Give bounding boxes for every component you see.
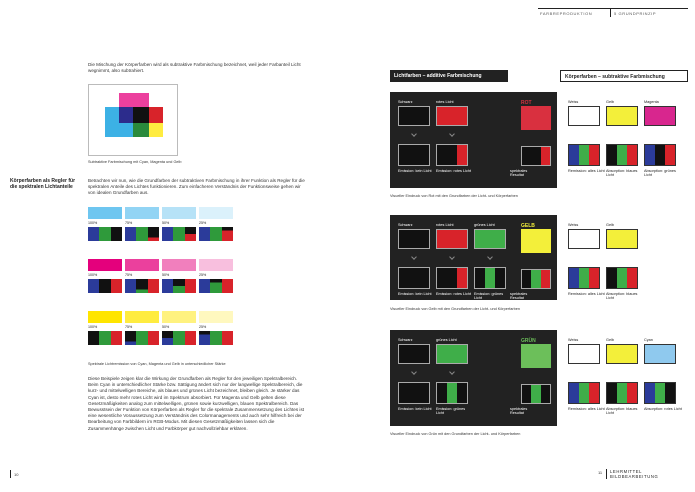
- percent-label: 100%: [88, 325, 98, 329]
- intro-text: Die Mischung der Körperfarben wird als subtraktive Farbmischung bezeichnet, weil jeder Farbanteil Licht wegnimmt, also subtrahiert.: [88, 62, 301, 74]
- tab-additive: [390, 70, 508, 82]
- stripe: [627, 383, 637, 403]
- spectrum-stripe: [148, 331, 159, 345]
- stripe: [495, 268, 505, 288]
- yellow-tint-swatch: [125, 311, 159, 323]
- yellow-tint-swatch: [162, 311, 196, 323]
- spectrum-stripe: [136, 279, 147, 293]
- panel-caption: Visueller Eindruck von Gelb mit den Grundfarben der Licht- und Körperfarben: [390, 307, 520, 311]
- stripe: [447, 145, 457, 165]
- yellow-spectrum-bar: [125, 331, 159, 345]
- body1-label: Weiss: [568, 223, 579, 227]
- percent-label: 25%: [199, 273, 207, 277]
- stripe: [579, 268, 589, 288]
- yellow-tint-swatch: [199, 311, 233, 323]
- spectrum-stripe: [222, 279, 233, 293]
- cyan-spectrum-bar: [162, 227, 196, 241]
- stripe: [589, 268, 599, 288]
- remission-stripes: [644, 144, 676, 166]
- spectrum-stripe: [162, 331, 173, 345]
- spectrum-stripe: [173, 331, 184, 345]
- para3-text: Diese Beispiele zeigen klar die Wirkung der Grundfarben als Regler für den jeweiligen Spektralbereich. Beim Cyan in unterschiedlicher Stärke bzw. Sättigung ändert sich nur der langwellige Spektralbereich, die kurz- und mittelwelligen Bereiche, als blaues und grünes Licht bezeichnet, bleiben gleich. Je stärker das Cyan ist, desto mehr rotes Licht wird im Spektrum absorbiert. Für Magenta und Gelb gelten diese Gesetzmäßigkeiten analog zum mittelwelligen, grünen sowie kurzwelligen, blauen Spektralbereich. Das Bewusstsein der Funktion von Körperfarben als Regler für die spektrale Zusammensetzung des Lichtes ist eine wesentliche Voraussetzung zum Verständnis des Colormanagements und auch sehr hilfreich bei der Bearbeitung von Farbbildern im RGB-Modus. Mit diesen Gesetzmäßigkeiten lassen sich die Zusammenhänge zwischen Licht und Farbkörper gut nachvollziehbar erklären.: [88, 376, 305, 431]
- body2-swatch: [606, 106, 638, 126]
- result-name: ROT: [521, 100, 532, 106]
- emission-stripes: [436, 144, 468, 166]
- body2-swatch: [606, 344, 638, 364]
- result-swatch: [521, 229, 551, 253]
- body1-swatch: [568, 229, 600, 249]
- magenta-spectrum-bar: [199, 279, 233, 293]
- stripe: [419, 383, 429, 403]
- remission-label: Absorption: blaues Licht: [606, 407, 638, 416]
- stripe: [617, 383, 627, 403]
- emission-label: Emission: kein Licht: [398, 169, 432, 173]
- page-number-left: 10: [14, 472, 19, 477]
- black-overlap: [133, 107, 149, 123]
- body3-swatch: [644, 344, 676, 364]
- emission-label: Emission: grünes Licht: [436, 407, 466, 416]
- stripe: [437, 383, 447, 403]
- spectrum-stripe: [173, 227, 184, 241]
- remission-stripes: [644, 382, 676, 404]
- remission-label: Absorption: grünes Licht: [644, 169, 676, 178]
- yellow-spectrum-bar: [88, 331, 122, 345]
- percent-label: 25%: [199, 221, 207, 225]
- stripe: [627, 268, 637, 288]
- magenta-tint-swatch: [162, 259, 196, 271]
- spectrum-stripe: [125, 227, 136, 241]
- stripe: [645, 383, 655, 403]
- red-overlap: [149, 107, 163, 123]
- stripe: [399, 268, 409, 288]
- remission-stripes: [606, 144, 638, 166]
- body2-swatch: [606, 229, 638, 249]
- remission-stripes: [568, 382, 600, 404]
- body3-label: Magenta: [644, 100, 659, 104]
- yellow-spectrum-bar: [199, 331, 233, 345]
- light1-label: Schwarz: [398, 100, 413, 104]
- percent-label: 50%: [162, 325, 170, 329]
- yellow-tint-swatch: [88, 311, 122, 323]
- percent-label: 25%: [199, 325, 207, 329]
- light1-label: Schwarz: [398, 223, 413, 227]
- footer-subtitle: BILDBEARBEITUNG: [610, 474, 659, 479]
- stripe: [485, 268, 495, 288]
- fig1-caption: Subtraktive Farbmischung mit Cyan, Magenta und Gelb: [88, 160, 182, 164]
- remission-label: Absorption: blaues Licht: [606, 292, 638, 301]
- remission-stripes: [606, 382, 638, 404]
- body1-swatch: [568, 106, 600, 126]
- stripe: [399, 145, 409, 165]
- tab-subtractive: [560, 70, 688, 82]
- result-stripes: [521, 384, 551, 404]
- stripe: [531, 270, 540, 288]
- body2-label: Gelb: [606, 100, 615, 104]
- stripe: [541, 385, 550, 403]
- tab-subtractive-label: Körperfarben – subtraktive Farbmischung: [565, 74, 665, 80]
- spectrum-stripe: [99, 331, 110, 345]
- magenta-tint-swatch: [125, 259, 159, 271]
- stripe: [541, 270, 550, 288]
- stripe: [569, 383, 579, 403]
- spectrum-stripe: [136, 227, 147, 241]
- stripe: [457, 145, 467, 165]
- body3-label: Cyan: [644, 338, 653, 342]
- stripe: [655, 383, 665, 403]
- stripe: [627, 145, 637, 165]
- spectrum-stripe: [222, 227, 233, 241]
- body3-swatch: [644, 106, 676, 126]
- light2-swatch: [436, 344, 468, 364]
- stripe: [419, 268, 429, 288]
- result-stripes: [521, 146, 551, 166]
- light3-label: grünes Licht: [474, 223, 495, 227]
- result-name: GELB: [521, 223, 535, 229]
- spectrum-stripe: [99, 279, 110, 293]
- stripe: [665, 383, 675, 403]
- spectrum-stripe: [185, 331, 196, 345]
- stripe: [409, 383, 419, 403]
- remission-label: Remission: alles Licht: [568, 292, 605, 296]
- spectrum-stripe: [162, 279, 173, 293]
- stripe: [457, 268, 467, 288]
- header-section-left: FARBREPRODUKTION: [540, 11, 593, 16]
- stripe: [531, 385, 540, 403]
- stripe: [409, 268, 419, 288]
- stripe: [607, 145, 617, 165]
- stripe: [579, 145, 589, 165]
- light2-label: grünes Licht: [436, 338, 457, 342]
- spectrum-stripe: [88, 331, 99, 345]
- side-heading: Körperfarben als Regler für die spektralen Lichtanteile: [10, 178, 76, 191]
- light1-swatch: [398, 106, 430, 126]
- light2-label: rotes Licht: [436, 223, 454, 227]
- footer-left-rule: [10, 470, 11, 478]
- light1-label: Schwarz: [398, 338, 413, 342]
- light2-swatch: [436, 229, 468, 249]
- tab-additive-label: Lichtfarben – additive Farbmischung: [394, 73, 482, 79]
- spectrum-stripe: [111, 279, 122, 293]
- stripe: [457, 383, 467, 403]
- emission-stripes: [474, 267, 506, 289]
- percent-label: 75%: [125, 325, 133, 329]
- footer-right-rule: [606, 469, 607, 479]
- stripe: [419, 145, 429, 165]
- spectrum-stripe: [111, 331, 122, 345]
- remission-label: Absorption: rotes Licht: [644, 407, 682, 411]
- stripe: [522, 385, 531, 403]
- magenta-spectrum-bar: [125, 279, 159, 293]
- stripe: [655, 145, 665, 165]
- spectrum-stripe: [210, 331, 221, 345]
- stripe: [665, 145, 675, 165]
- emission-stripes: [398, 267, 430, 289]
- cyan-spectrum-bar: [125, 227, 159, 241]
- spectrum-stripe: [210, 279, 221, 293]
- stripe: [589, 145, 599, 165]
- result-name: GRÜN: [521, 338, 536, 344]
- spectrum-stripe: [88, 227, 99, 241]
- percent-label: 50%: [162, 273, 170, 277]
- spectrum-stripe: [136, 331, 147, 345]
- cyan-tint-swatch: [199, 207, 233, 219]
- magenta-tint-swatch: [88, 259, 122, 271]
- light1-swatch: [398, 229, 430, 249]
- remission-stripes: [606, 267, 638, 289]
- stripe: [589, 383, 599, 403]
- result-swatch: [521, 106, 551, 130]
- spectrum-stripe: [148, 227, 159, 241]
- spectrum-stripe: [199, 279, 210, 293]
- magenta-spectrum-bar: [162, 279, 196, 293]
- percent-label: 100%: [88, 221, 98, 225]
- cyan-spectrum-bar: [88, 227, 122, 241]
- percent-label: 50%: [162, 221, 170, 225]
- emission-stripes: [398, 382, 430, 404]
- result-label: spektrales Resultat: [510, 407, 528, 416]
- panel-caption: Visueller Eindruck von Rot mit den Grundfarben der Licht- und Körperfarben: [390, 194, 518, 198]
- page-number-right: 11: [598, 470, 603, 475]
- percent-label: 75%: [125, 273, 133, 277]
- result-swatch: [521, 344, 551, 368]
- emission-stripes: [398, 144, 430, 166]
- fig2-caption: Spektrale Lichtremission von Cyan, Magenta und Gelb in unterschiedlicher Stärke: [88, 362, 226, 366]
- cyan-tint-swatch: [88, 207, 122, 219]
- stripe: [645, 145, 655, 165]
- cyan-tint-swatch: [162, 207, 196, 219]
- emission-label: Emission: rotes Licht: [436, 292, 472, 296]
- body2-label: Gelb: [606, 223, 615, 227]
- stripe: [522, 270, 531, 288]
- remission-label: Absorption: blaues Licht: [606, 169, 638, 178]
- spectrum-stripe: [185, 279, 196, 293]
- spectrum-stripe: [162, 227, 173, 241]
- spectrum-stripe: [88, 279, 99, 293]
- green-overlap: [133, 123, 149, 137]
- body1-label: Weiss: [568, 338, 579, 342]
- spectrum-stripe: [222, 331, 233, 345]
- stripe: [437, 145, 447, 165]
- body2-label: Gelb: [606, 338, 615, 342]
- header-section-right: 5 GRUNDPRINZIP: [614, 11, 657, 16]
- cyan-tint-swatch: [125, 207, 159, 219]
- subtractive-figure: [88, 84, 178, 156]
- stripe: [569, 145, 579, 165]
- panel-caption: Visueller Eindruck von Grün mit den Grundfarben der Licht- und Körperfarben: [390, 432, 521, 436]
- stripe: [409, 145, 419, 165]
- spectrum-stripe: [125, 331, 136, 345]
- stripe: [607, 268, 617, 288]
- spectrum-stripe: [173, 279, 184, 293]
- remission-stripes: [568, 144, 600, 166]
- stripe: [522, 147, 531, 165]
- emission-label: Emission: rotes Licht: [436, 169, 472, 173]
- remission-label: Remission: alles Licht: [568, 169, 605, 173]
- stripe: [579, 383, 589, 403]
- footer-title: LEHRMITTEL: [610, 469, 643, 474]
- light2-label: rotes Licht: [436, 100, 454, 104]
- stripe: [475, 268, 485, 288]
- spectrum-stripe: [99, 227, 110, 241]
- emission-label: Emission: grünes Licht: [474, 292, 504, 301]
- result-label: spektrales Resultat: [510, 292, 528, 301]
- remission-label: Remission: alles Licht: [568, 407, 605, 411]
- para2-text: Betrachten wir nun, wie die Grundfarben der subtraktiven Farbmischung in ihrer Funktion als Regler für die spektralen Anteile des Lichtes funktionieren. Zum einfacheren Verständnis der Funktionsweise gehen wir von idealen Grundfarben aus.: [88, 178, 305, 196]
- emission-label: Emission: kein Licht: [398, 292, 432, 296]
- stripe: [447, 268, 457, 288]
- spectrum-stripe: [210, 227, 221, 241]
- body1-swatch: [568, 344, 600, 364]
- stripe: [399, 383, 409, 403]
- stripe: [541, 147, 550, 165]
- stripe: [437, 268, 447, 288]
- spectrum-stripe: [148, 279, 159, 293]
- emission-label: Emission: kein Licht: [398, 407, 432, 411]
- spectrum-stripe: [111, 227, 122, 241]
- emission-stripes: [436, 382, 468, 404]
- light3-swatch: [474, 229, 506, 249]
- spectrum-stripe: [199, 331, 210, 345]
- stripe: [569, 268, 579, 288]
- body1-label: Weiss: [568, 100, 579, 104]
- stripe: [617, 268, 627, 288]
- cyan-spectrum-bar: [199, 227, 233, 241]
- percent-label: 75%: [125, 221, 133, 225]
- stripe: [531, 147, 540, 165]
- spectrum-stripe: [185, 227, 196, 241]
- header-rule: [538, 8, 688, 9]
- emission-stripes: [436, 267, 468, 289]
- stripe: [617, 145, 627, 165]
- remission-stripes: [568, 267, 600, 289]
- magenta-tint-swatch: [199, 259, 233, 271]
- header-divider: [610, 9, 611, 17]
- light2-swatch: [436, 106, 468, 126]
- result-label: spektrales Resultat: [510, 169, 528, 178]
- result-stripes: [521, 269, 551, 289]
- blue-overlap: [119, 107, 133, 123]
- stripe: [607, 383, 617, 403]
- spectrum-stripe: [199, 227, 210, 241]
- magenta-spectrum-bar: [88, 279, 122, 293]
- spectrum-stripe: [125, 279, 136, 293]
- light1-swatch: [398, 344, 430, 364]
- percent-label: 100%: [88, 273, 98, 277]
- stripe: [447, 383, 457, 403]
- yellow-spectrum-bar: [162, 331, 196, 345]
